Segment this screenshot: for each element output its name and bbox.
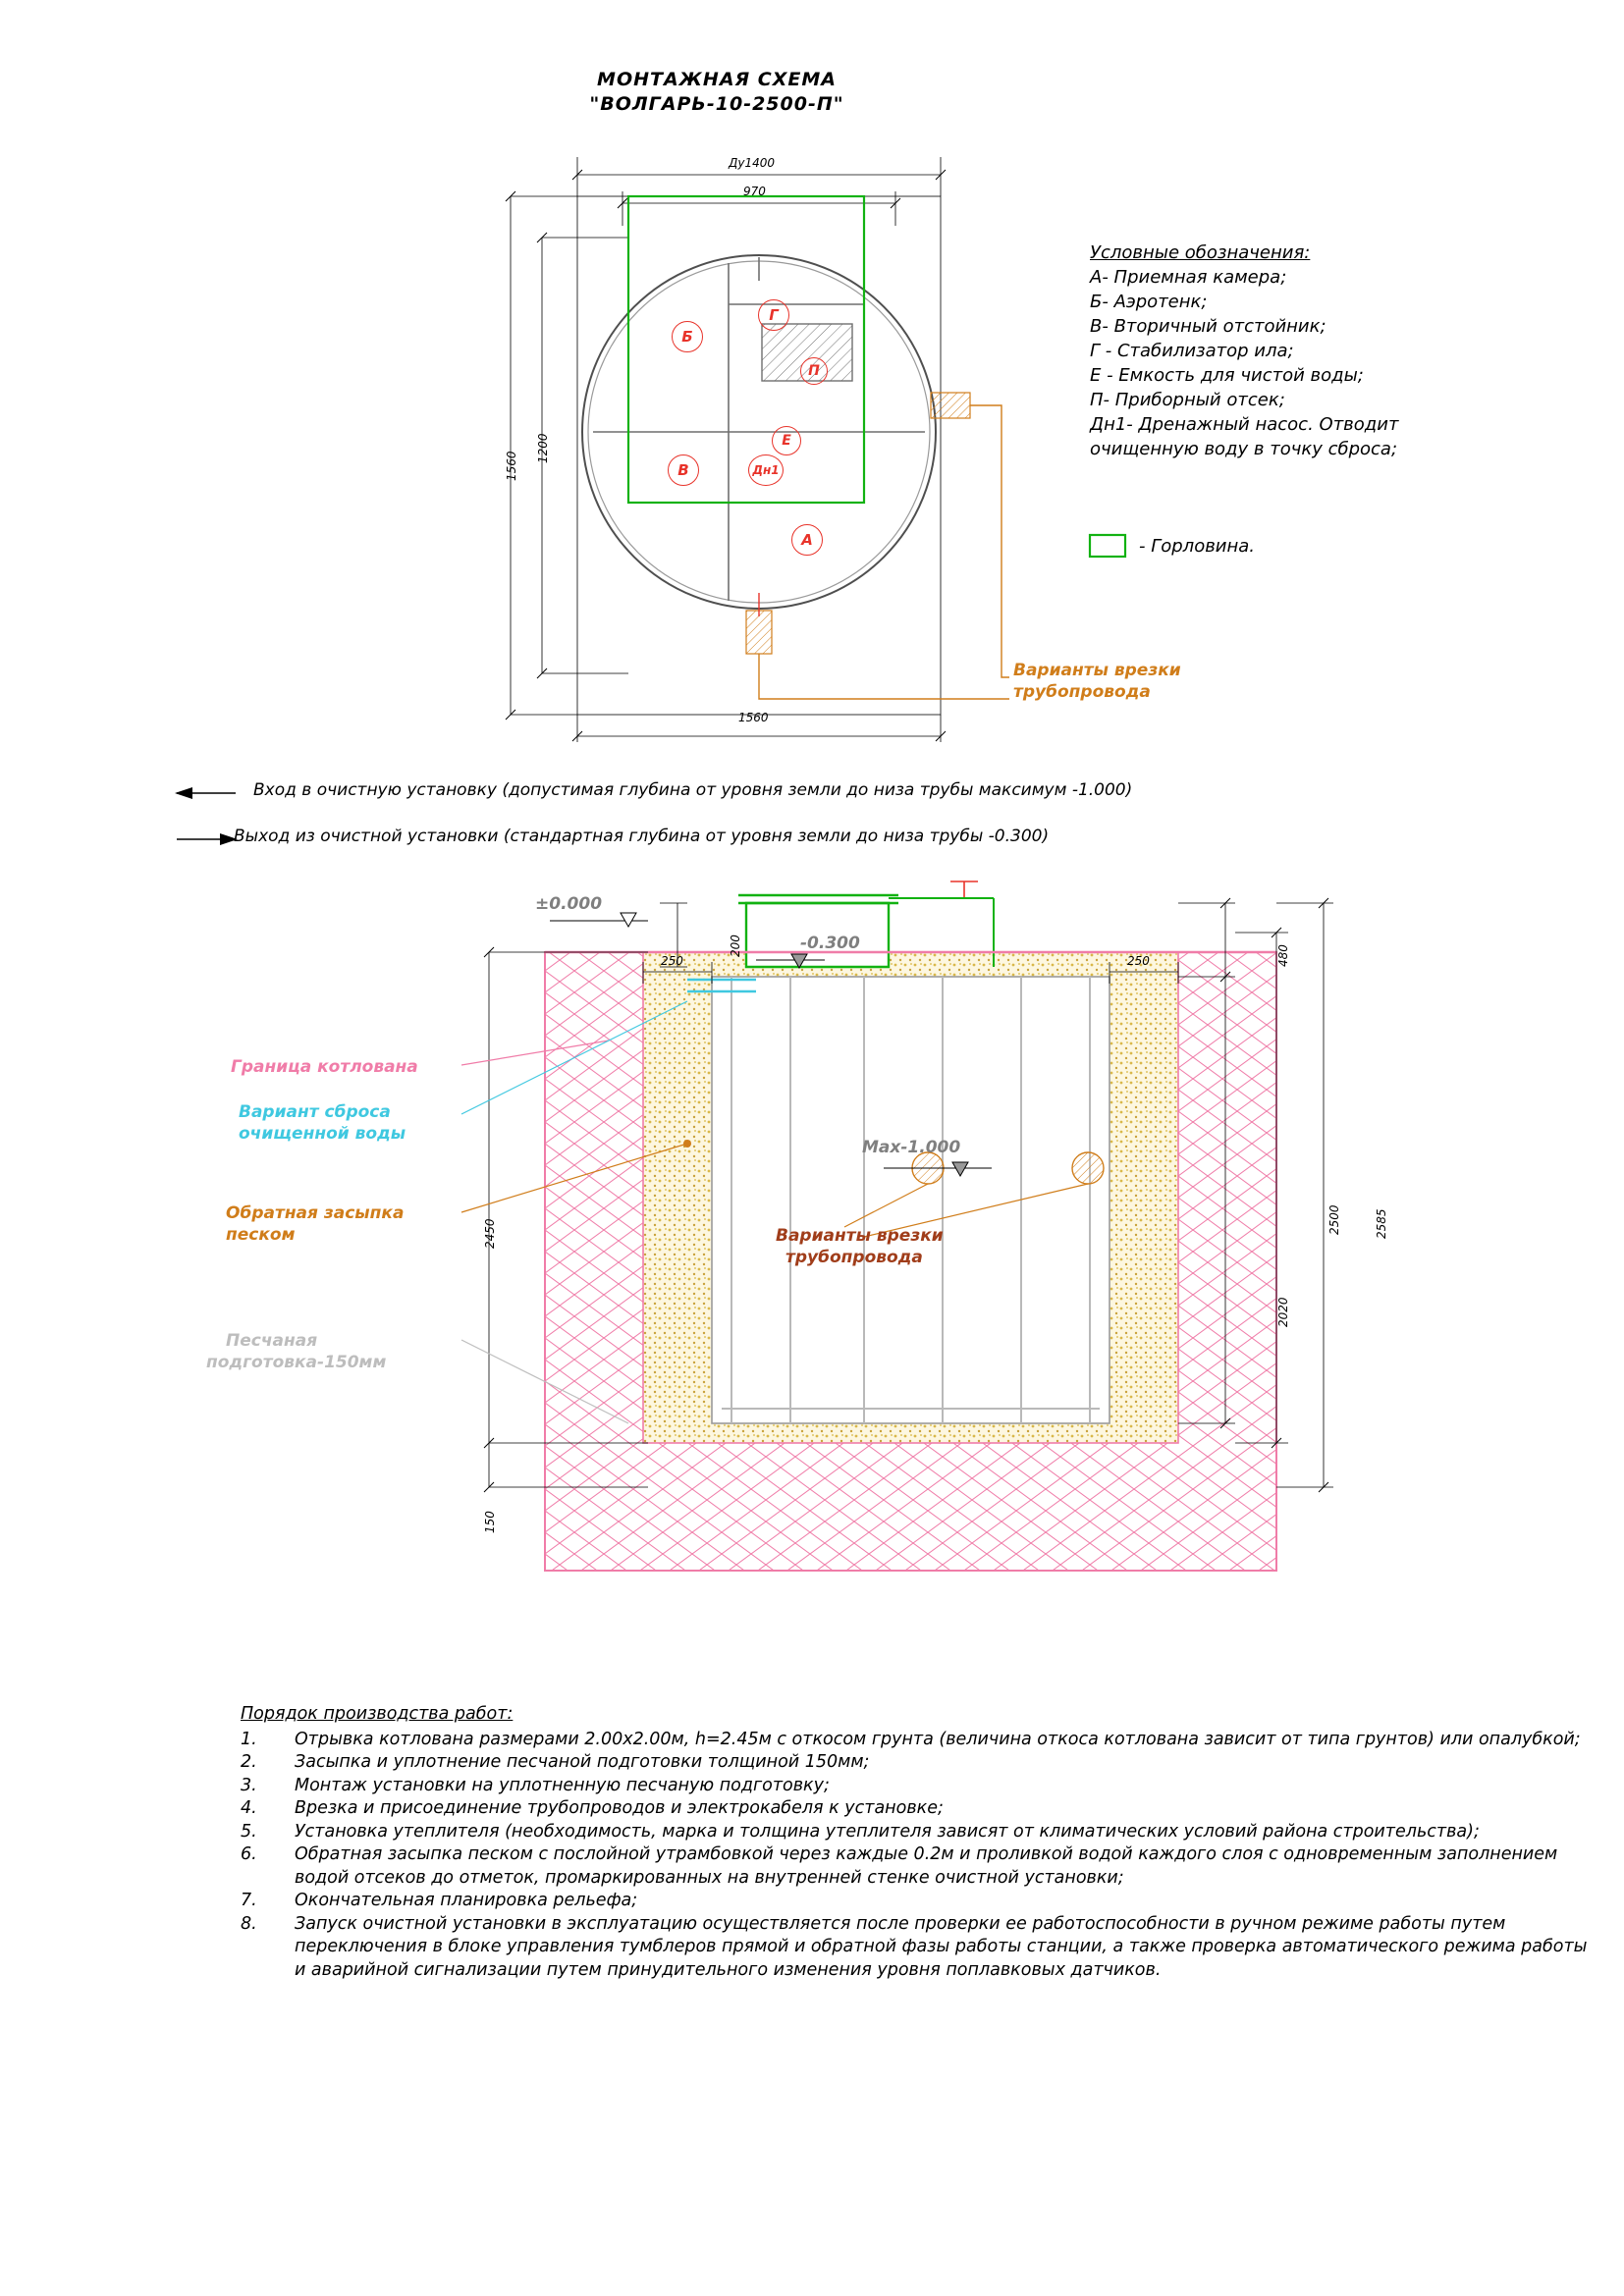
section-pipe-tap-label-2: трубопровода — [785, 1248, 923, 1267]
section-view — [0, 874, 1624, 1688]
works-item-6 — [241, 1843, 1596, 1890]
chamber-mark-g: Г — [758, 299, 789, 331]
legend-item-p: П- Приборный отсек; — [1090, 390, 1285, 410]
callout-sand-prep-2: подготовка-150мм — [206, 1353, 387, 1372]
works-item-3-num: 3. — [241, 1775, 257, 1795]
legend-item-dn1: Дн1- Дренажный насос. Отводит — [1090, 414, 1399, 435]
works-item-4 — [241, 1797, 1596, 1821]
works-item-2 — [241, 1751, 1596, 1775]
dim-2585: 2585 — [1375, 1208, 1388, 1239]
works-item-8-text: Запуск очистной установки в эксплуатацию осуществляется после проверки ее работоспособности в ручном режиме работы путем переключения в блоке управления тумблеров прямой и обратной фазы работы станции, а также проверка автоматического режима работы и аварийной сигнализации путем принудительного изменения уровня поплавковых датчиков. — [295, 1913, 1588, 1980]
legend-item-dn1-cont: очищенную воду в точку сброса; — [1090, 439, 1398, 459]
dim-2500: 2500 — [1327, 1204, 1341, 1235]
works-item-2-text: Засыпка и уплотнение песчаной подготовки толщиной 150мм; — [295, 1752, 870, 1772]
chamber-mark-dn1: Дн1 — [748, 454, 784, 486]
chamber-mark-b: Б — [672, 321, 703, 352]
chamber-mark-p: П — [800, 357, 828, 385]
works-item-1-text: Отрывка котлована размерами 2.00х2.00м, h=2.45м с откосом грунта (величина откоса котлована зависит от типа грунтов) или опалубкой; — [295, 1729, 1581, 1749]
works-item-7-text: Окончательная планировка рельефа; — [295, 1891, 638, 1910]
dim-2450: 2450 — [483, 1218, 497, 1249]
works-item-8-num: 8. — [241, 1913, 257, 1934]
callout-backfill-1: Обратная засыпка — [226, 1203, 405, 1223]
legend-item-v: В- Вторичный отстойник; — [1090, 316, 1326, 337]
mark-ground-level: ±0.000 — [535, 894, 603, 914]
works-item-4-text: Врезка и присоединение трубопроводов и электрокабеля к установке; — [295, 1798, 944, 1818]
plan-pipe-tap-label-2: трубопровода — [1013, 682, 1151, 702]
works-item-6-text: Обратная засыпка песком с послойной утрамбовкой через каждые 0.2м и проливкой водой каждого слоя с одновременным заполнением водой отсеков до отметок, промаркированных на внутренней стенке очистной установки; — [295, 1844, 1558, 1888]
legend-item-e: Е - Емкость для чистой воды; — [1090, 365, 1364, 386]
dim-1200-left: 1200 — [536, 433, 550, 463]
works-item-1 — [241, 1729, 1596, 1752]
legend-header: Условные обозначения: — [1090, 242, 1311, 263]
works-item-3 — [241, 1775, 1596, 1798]
works-item-2-num: 2. — [241, 1752, 257, 1772]
legend-item-g: Г - Стабилизатор ила; — [1090, 341, 1294, 361]
callout-pit-border: Граница котлована — [231, 1057, 418, 1077]
dim-1560-left: 1560 — [505, 451, 518, 481]
works-item-7-num: 7. — [241, 1891, 257, 1910]
mark-outlet-level: -0.300 — [800, 934, 860, 953]
works-order-block — [241, 1703, 1596, 1982]
mark-inlet-max-level: Мах-1.000 — [862, 1138, 961, 1157]
dim-du1400: Ду1400 — [729, 156, 776, 170]
inlet-note: Вход в очистную установку (допустимая глубина от уровня земли до низа трубы максимум -1.000) — [253, 780, 1133, 800]
sheet-title-line1: МОНТАЖНАЯ СХЕМА — [597, 69, 837, 90]
section-pipe-tap-label-1: Варианты врезки — [776, 1226, 944, 1246]
legend-item-a: А- Приемная камера; — [1090, 267, 1287, 288]
sheet-title-line2: "ВОЛГАРЬ-10-2500-П" — [589, 93, 844, 115]
legend-block — [1090, 240, 1398, 461]
works-item-5-text: Установка утеплителя (необходимость, марка и толщина утеплителя зависят от климатических условий района строительства); — [295, 1821, 1480, 1842]
works-item-8 — [241, 1913, 1596, 1983]
works-item-7 — [241, 1890, 1596, 1913]
chamber-mark-v: В — [668, 454, 699, 486]
dim-250-right: 250 — [1127, 954, 1150, 968]
dim-1560-bottom: 1560 — [738, 711, 769, 724]
chamber-mark-e: Е — [772, 426, 801, 455]
works-order-header: Порядок производства работ: — [241, 1704, 514, 1724]
chamber-mark-a: А — [791, 524, 823, 556]
dim-2020: 2020 — [1276, 1297, 1290, 1327]
works-item-6-num: 6. — [241, 1844, 257, 1864]
works-item-3-text: Монтаж установки на уплотненную песчаную подготовку; — [295, 1775, 830, 1795]
plan-pipe-tap-label-1: Варианты врезки — [1013, 661, 1181, 680]
works-item-5 — [241, 1821, 1596, 1844]
works-item-4-num: 4. — [241, 1798, 257, 1818]
outlet-note: Выход из очистной установки (стандартная глубина от уровня земли до низа трубы -0.300) — [234, 827, 1050, 846]
callout-backfill-2: песком — [226, 1225, 296, 1245]
works-item-5-num: 5. — [241, 1821, 257, 1842]
callout-sand-prep-1: Песчаная — [226, 1331, 318, 1351]
dim-150: 150 — [483, 1511, 497, 1533]
legend-neck-label: - Горловина. — [1139, 536, 1256, 557]
callout-discharge-variant-1: Вариант сброса — [239, 1102, 391, 1122]
dim-970: 970 — [743, 185, 766, 198]
callout-discharge-variant-2: очищенной воды — [239, 1124, 406, 1144]
dim-480: 480 — [1276, 944, 1290, 967]
legend-item-b: Б- Аэротенк; — [1090, 292, 1208, 312]
dim-250-left: 250 — [661, 954, 683, 968]
dim-200: 200 — [729, 934, 742, 957]
works-item-1-num: 1. — [241, 1729, 257, 1749]
